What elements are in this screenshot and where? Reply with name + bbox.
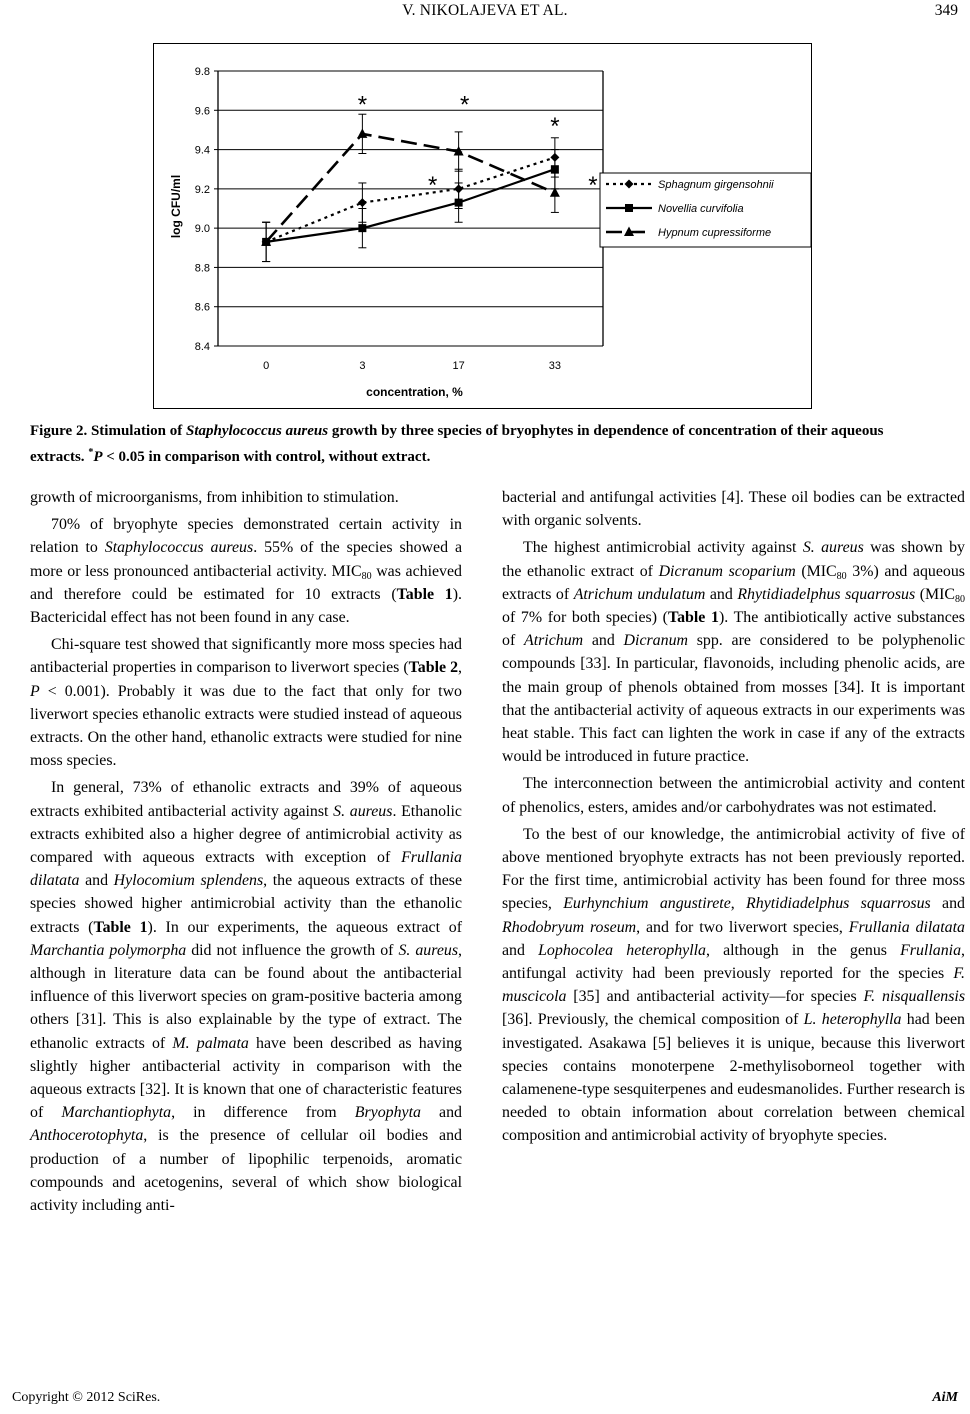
data-point — [358, 198, 367, 207]
data-point — [358, 224, 366, 232]
data-point — [551, 165, 559, 173]
page-number: 349 — [934, 2, 958, 19]
legend-label: Sphagnum girgensohnii — [658, 179, 774, 191]
paragraph: The interconnection between the antimicrobial activity and content of phenolics, esters, amides and/or carbohydrates was not estimated. — [502, 775, 965, 816]
x-tick-label: 17 — [452, 360, 465, 372]
copyright-notice: Copyright © 2012 SciRes. — [12, 1390, 161, 1405]
legend-label: Novellia curvifolia — [658, 203, 744, 215]
y-tick-label: 8.6 — [194, 301, 210, 314]
body-column-left — [30, 486, 462, 1217]
paragraph: Chi-square test showed that significantly more moss species had antibacterial properties in comparison to liverwort species (Table 2, P < 0.001). Probably it was due to the fact that only for two liverwort species ethanolic extracts were studied instead of aqueous extracts. On the other hand, ethanolic extracts were studied for nine moss species. — [30, 636, 463, 770]
paragraph: bacterial and antifungal activities [4]. These oil bodies can be extracted with organic solvents. — [502, 489, 965, 530]
paragraph: growth of microorganisms, from inhibition to stimulation. — [30, 489, 399, 506]
y-tick-label: 9.8 — [194, 66, 210, 78]
significance-asterisk: * — [550, 113, 560, 141]
y-tick-label: 9.2 — [194, 183, 210, 196]
significance-asterisk: * — [357, 91, 368, 119]
paragraph: The highest antimicrobial activity against S. aureus was shown by the ethanolic extract of Dicranum scoparium ($MIC_{80}$ 3%) and aqueous extracts of Atrichum undulatum and Rhytidiadelphus squarrosus ($MIC_{80}$ of 7% for both species) (Table 1). The antibiotically active substances of Atrichum and Dicranum spp. are considered to be polyphenolic compounds [33]. In particular, flavonoids, including phenolic acids, are the main group of phenols obtained from mosses [34]. It is important that the antibacterial activity of aqueous extracts in our experiments was heat stable. This fact can lighten the work in case if any of the extracts would be introduced in future practice. — [502, 539, 966, 766]
y-tick-label: 9.4 — [194, 144, 210, 157]
figure-2 — [153, 43, 812, 409]
legend-label: Hypnum cupressiforme — [658, 227, 772, 239]
y-axis-title: log CFU/ml — [169, 174, 183, 239]
data-point — [357, 128, 367, 138]
paragraph: In general, 73% of ethanolic extracts and 39% of aqueous extracts exhibited antibacterial activity against S. aureus. Ethanolic extracts exhibited also a higher degree of antimicrobial activity as compared with aqueous extracts with exception of Frullania dilatata and Hylocomium splendens, the aqueous extracts of these species showed higher antimicrobial activity than the ethanolic extracts (Table 1). In our experiments, the aqueous extract of Marchantia polymorpha did not influence the growth of S. aureus, although in literature data can be found about the antibacterial influence of this liverwort species on gram-positive bacteria among others [31]. This is also explainable by the type of extract. The ethanolic extracts of M. palmata have been described as having slightly higher antibacterial activity in comparison with the aqueous extracts [32]. It is known that one of characteristic features of Marchantiophyta, in difference from Bryophyta and Anthocerotophyta, is the presence of cellular oil bodies and production of a number of lipophilic terpenoids, aromatic compounds and acetogenins, several of which show biological activity including anti- — [30, 779, 463, 1215]
journal-abbrev: AiM — [932, 1390, 958, 1405]
page-footer — [0, 1390, 970, 1412]
paragraph: 70% of bryophyte species demonstrated certain activity in relation to Staphylococcus aureus. 55% of the species showed a more or less pronounced antibacterial activity. $MIC_{80}$ was achieved and therefore could be estimated for 10 extracts (Table 1). Bactericidal effect has not been found in any case. — [30, 516, 463, 627]
significance-asterisk: * — [427, 172, 438, 200]
legend-marker — [625, 204, 633, 212]
y-tick-label: 8.8 — [194, 262, 210, 275]
y-tick-label: 8.4 — [194, 341, 210, 353]
figure-caption: Figure 2. Stimulation of Staphylococcus aureus growth by three species of bryophytes in dependence of concentration of their aqueous extracts. *P < 0.05 in comparison with control, without extract. — [30, 423, 884, 465]
series-line — [266, 157, 555, 241]
x-tick-label: 33 — [548, 360, 561, 372]
body-column-right — [502, 486, 965, 1148]
y-tick-label: 9.6 — [194, 105, 210, 118]
paragraph: To the best of our knowledge, the antimicrobial activity of five of above mentioned bryophyte extracts has not been previously reported. For the first time, antimicrobial activity has been found for three moss species, Eurhynchium angustirete, Rhytidiadelphus squarrosus and Rhodobryum roseum, and for two liverwort species, Frullania dilatata and Lophocolea heterophylla, although in the genus Frullania, antifungal activity had been previously reported for the species F. muscicola [35] and antibacterial activity—for species F. nisquallensis [36]. Previously, the chemical composition of L. heterophylla had been investigated. Asakawa [5] believes it is unique, because this liverwort species contains monoterpene 2-methylisoborneol together with calamenene-type sesquiterpenes and eudesmanolides. Further research is needed to obtain information about correlation between chemical composition and antimicrobial activity of bryophyte species. — [502, 825, 965, 1145]
x-tick-label: 0 — [263, 360, 270, 372]
running-head: V. NIKOLAJEVA ET AL. — [402, 2, 568, 19]
x-tick-label: 3 — [359, 360, 366, 372]
significance-asterisk: * — [459, 91, 470, 119]
chart-svg — [154, 44, 811, 408]
series-line — [266, 169, 555, 242]
x-axis-title: concentration, % — [366, 385, 463, 399]
significance-asterisk: * — [588, 172, 598, 200]
y-tick-label: 9.0 — [194, 223, 210, 236]
data-point — [455, 199, 463, 207]
page-header — [0, 0, 970, 24]
